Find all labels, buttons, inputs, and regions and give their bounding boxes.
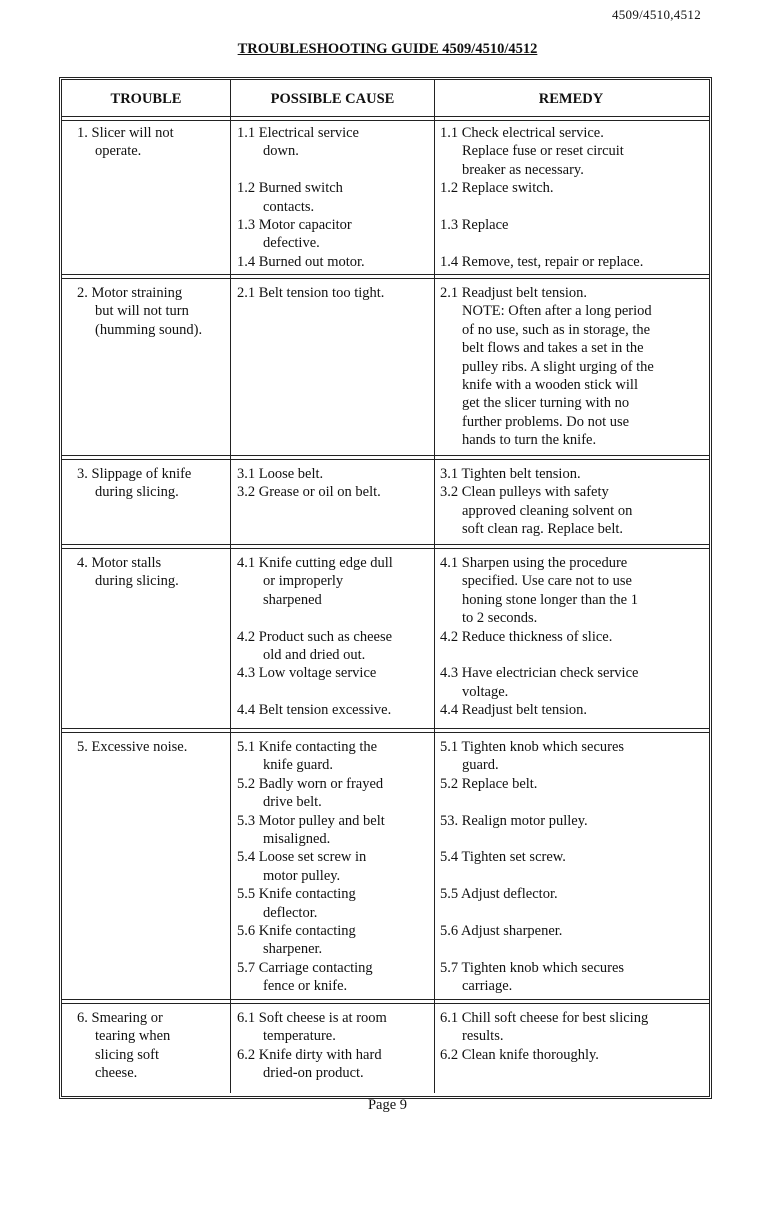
- table-row: [62, 120, 709, 273]
- trouble-line: operate.: [95, 143, 142, 160]
- cause-line: 4.4 Belt tension excessive.: [237, 702, 392, 719]
- remedy-line: 5.2 Replace belt.: [440, 775, 538, 792]
- header-possible-cause: POSSIBLE CAUSE: [270, 90, 395, 107]
- table-row: [62, 461, 709, 545]
- cause-line: knife guard.: [263, 757, 334, 774]
- remedy-line: 6.1 Chill soft cheese for best slicing: [440, 1010, 649, 1026]
- page-number: Page 9: [367, 1097, 408, 1113]
- cause-line: temperature.: [263, 1028, 336, 1045]
- remedy-line: pulley ribs. A slight urging of the: [462, 358, 654, 375]
- remedy-line: 5.1 Tighten knob which secures: [440, 739, 625, 755]
- table-row: [62, 280, 709, 456]
- remedy-line: breaker as necessary.: [462, 161, 584, 178]
- remedy-line: 3.2 Clean pulleys with safety: [440, 484, 609, 501]
- cause-line: old and dried out.: [263, 646, 366, 663]
- remedy-line: voltage.: [462, 683, 509, 700]
- header-trouble: TROUBLE: [110, 90, 182, 107]
- trouble-line: 5. Excessive noise.: [77, 739, 188, 755]
- cause-line: fence or knife.: [263, 978, 348, 995]
- cause-line: 5.3 Motor pulley and belt: [237, 812, 385, 829]
- cause-line: 4.2 Product such as cheese: [237, 628, 393, 645]
- remedy-line: honing stone longer than the 1: [462, 591, 638, 608]
- remedy-line: to 2 seconds.: [462, 610, 538, 627]
- trouble-line: tearing when: [95, 1028, 171, 1045]
- row-separator: [62, 274, 709, 279]
- cause-line: 1.2 Burned switch: [237, 180, 343, 197]
- cause-line: 1.3 Motor capacitor: [237, 216, 352, 233]
- remedy-cell: [440, 284, 654, 450]
- remedy-line: NOTE: Often after a long period: [462, 303, 652, 320]
- row-separator: [62, 728, 709, 733]
- remedy-line: guard.: [462, 757, 499, 774]
- remedy-line: 4.1 Sharpen using the procedure: [440, 555, 628, 571]
- remedy-line: 3.1 Tighten belt tension.: [440, 466, 581, 482]
- remedy-line: results.: [462, 1028, 504, 1045]
- remedy-cell: [440, 738, 624, 995]
- remedy-cell: [440, 465, 632, 539]
- remedy-line: 5.5 Adjust deflector.: [440, 886, 558, 903]
- cause-line: down.: [263, 143, 299, 160]
- remedy-line: 4.2 Reduce thickness of slice.: [440, 628, 613, 645]
- remedy-line: approved cleaning solvent on: [462, 502, 633, 519]
- cause-line: 3.2 Grease or oil on belt.: [237, 484, 381, 501]
- table-row: [62, 1005, 709, 1093]
- cause-line: 5.6 Knife contacting: [237, 922, 356, 939]
- cause-line: defective.: [263, 235, 320, 252]
- remedy-line: 5.7 Tighten knob which secures: [440, 959, 625, 976]
- remedy-line: belt flows and takes a set in the: [462, 340, 644, 357]
- remedy-line: hands to turn the knife.: [462, 432, 597, 449]
- remedy-line: [440, 867, 624, 885]
- cause-line: 5.7 Carriage contacting: [237, 959, 373, 976]
- cause-line: sharpened: [263, 591, 322, 608]
- trouble-line: 2. Motor straining: [77, 285, 183, 301]
- remedy-line: [440, 830, 624, 848]
- cause-line: 3.1 Loose belt.: [237, 466, 324, 482]
- remedy-line: [440, 793, 624, 811]
- cause-line: 1.4 Burned out motor.: [237, 253, 365, 270]
- remedy-line: specified. Use care not to use: [462, 573, 632, 590]
- cause-line: contacts.: [263, 198, 315, 215]
- trouble-line: 4. Motor stalls: [77, 555, 162, 571]
- cause-cell: [237, 465, 381, 502]
- remedy-line: [440, 646, 638, 664]
- remedy-line: get the slicer turning with no: [462, 395, 630, 412]
- trouble-line: 6. Smearing or: [77, 1010, 163, 1026]
- cause-line: or improperly: [263, 573, 344, 590]
- remedy-line: soft clean rag. Replace belt.: [462, 521, 624, 538]
- trouble-cell: [77, 554, 179, 591]
- remedy-line: 1.2 Replace switch.: [440, 180, 554, 197]
- cause-line: dried-on product.: [263, 1065, 364, 1082]
- row-separator: [62, 544, 709, 549]
- cause-cell: [237, 124, 365, 271]
- cause-line: [237, 161, 365, 179]
- trouble-line: cheese.: [95, 1065, 138, 1082]
- remedy-cell: [440, 124, 643, 271]
- cause-line: [237, 609, 393, 627]
- trouble-line: during slicing.: [95, 573, 179, 590]
- cause-cell: [237, 738, 385, 995]
- trouble-cell: [77, 284, 202, 339]
- remedy-line: knife with a wooden stick will: [462, 376, 638, 393]
- cause-line: 6.1 Soft cheese is at room: [237, 1010, 387, 1026]
- cause-cell: [237, 1009, 387, 1083]
- remedy-line: [440, 198, 643, 216]
- remedy-cell: [440, 1009, 648, 1064]
- cause-cell: [237, 284, 384, 302]
- row-separator: [62, 455, 709, 460]
- trouble-line: 1. Slicer will not: [77, 125, 174, 141]
- trouble-cell: [77, 465, 191, 502]
- remedy-line: carriage.: [462, 978, 513, 995]
- cause-line: 2.1 Belt tension too tight.: [237, 285, 385, 301]
- table-row: [62, 550, 709, 728]
- trouble-line: slicing soft: [95, 1046, 160, 1063]
- cause-line: 5.5 Knife contacting: [237, 886, 356, 903]
- trouble-line: during slicing.: [95, 484, 179, 501]
- remedy-line: [440, 234, 643, 252]
- remedy-cell: [440, 554, 638, 720]
- document-number: 4509/4510,4512: [611, 7, 701, 22]
- remedy-line: 53. Realign motor pulley.: [440, 812, 588, 829]
- trouble-line: (humming sound).: [95, 321, 203, 338]
- remedy-line: [440, 940, 624, 958]
- remedy-line: Replace fuse or reset circuit: [462, 143, 624, 160]
- trouble-line: but will not turn: [95, 303, 189, 320]
- remedy-line: 1.4 Remove, test, repair or replace.: [440, 253, 644, 270]
- remedy-line: 2.1 Readjust belt tension.: [440, 285, 587, 301]
- cause-line: 5.2 Badly worn or frayed: [237, 775, 384, 792]
- trouble-cell: [77, 124, 174, 161]
- cause-line: 6.2 Knife dirty with hard: [237, 1046, 382, 1063]
- cause-cell: [237, 554, 393, 720]
- cause-line: 4.3 Low voltage service: [237, 665, 377, 682]
- cause-line: deflector.: [263, 904, 318, 921]
- remedy-line: 4.4 Readjust belt tension.: [440, 702, 587, 719]
- remedy-line: 1.1 Check electrical service.: [440, 125, 604, 141]
- trouble-cell: [77, 1009, 170, 1083]
- remedy-line: of no use, such as in storage, the: [462, 321, 651, 338]
- remedy-line: 5.4 Tighten set screw.: [440, 849, 566, 866]
- remedy-line: 4.3 Have electrician check service: [440, 665, 639, 682]
- remedy-line: 1.3 Replace: [440, 216, 509, 233]
- row-separator: [62, 999, 709, 1004]
- remedy-line: 5.6 Adjust sharpener.: [440, 922, 563, 939]
- trouble-cell: [77, 738, 187, 756]
- cause-line: 5.1 Knife contacting the: [237, 739, 378, 755]
- remedy-line: 6.2 Clean knife thoroughly.: [440, 1046, 599, 1063]
- table-row: [62, 734, 709, 1001]
- trouble-line: 3. Slippage of knife: [77, 466, 192, 482]
- remedy-line: further problems. Do not use: [462, 413, 630, 430]
- cause-line: misaligned.: [263, 830, 331, 847]
- remedy-line: [440, 904, 624, 922]
- row-separator: [62, 116, 709, 121]
- header-remedy: REMEDY: [538, 90, 604, 107]
- page-title: TROUBLESHOOTING GUIDE 4509/4510/4512: [237, 41, 538, 57]
- cause-line: 5.4 Loose set screw in: [237, 849, 367, 866]
- cause-line: [237, 683, 393, 701]
- cause-line: 1.1 Electrical service: [237, 125, 359, 141]
- cause-line: motor pulley.: [263, 867, 341, 884]
- cause-line: 4.1 Knife cutting edge dull: [237, 555, 393, 571]
- cause-line: drive belt.: [263, 794, 322, 811]
- cause-line: sharpener.: [263, 941, 323, 958]
